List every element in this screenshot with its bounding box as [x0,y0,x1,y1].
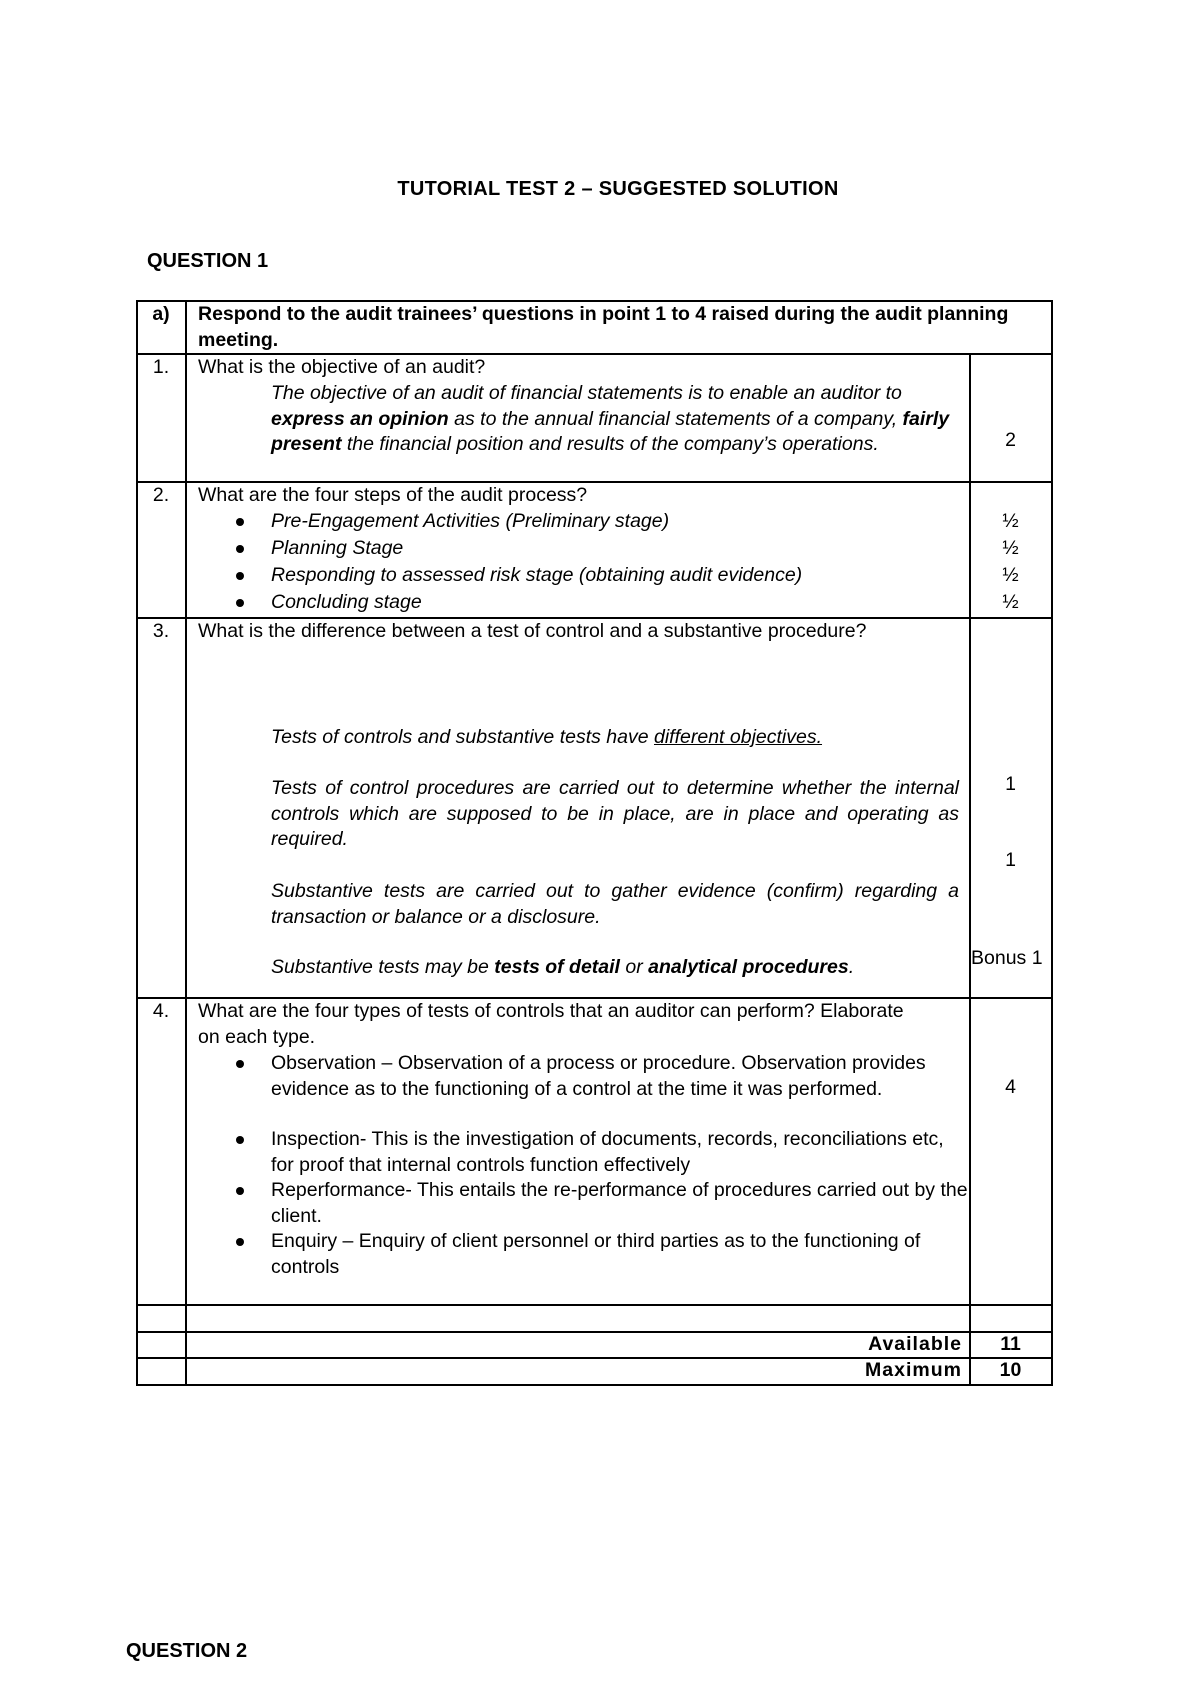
bullet-icon [236,1136,244,1144]
mark: 4 [1005,1076,1016,1098]
question-1-heading: QUESTION 1 [147,250,269,272]
bonus-mark: Bonus 1 [971,947,1043,969]
question-text: What is the difference between a test of control and a substantive procedure? [198,620,867,642]
table-rule [136,300,138,1385]
question-2-heading: QUESTION 2 [126,1640,248,1662]
list-item: Reperformance- This entails the re-performance of procedures carried out by the client. [271,1179,968,1227]
answer-text: The objective of an audit of financial statements is to enable an auditor to express an opinion as to the annual financial statements of a company, fairly present the financial position and results of the company’s operations. [271,382,950,455]
table-rule [136,1304,1053,1306]
question-text: What are the four types of tests of controls that an auditor can perform? Elaborate on each type. [198,1000,904,1048]
maximum-label: Maximum [865,1359,962,1381]
part-label: a) [152,303,170,325]
row-number: 4. [152,1000,170,1022]
table-rule [1051,300,1053,1385]
question-text: What is the objective of an audit? [198,356,486,378]
available-label: Available [868,1333,962,1355]
row-number: 2. [152,484,170,506]
bullet-icon [236,599,244,607]
bullet-icon [236,572,244,580]
mark: ½ [1002,537,1019,559]
mark: ½ [1002,510,1019,532]
list-item: Planning Stage [271,537,404,559]
page-title: TUTORIAL TEST 2 – SUGGESTED SOLUTION [397,178,839,200]
list-item: Responding to assessed risk stage (obtaining audit evidence) [271,564,803,586]
list-item: Enquiry – Enquiry of client personnel or third parties as to the functioning of controls [271,1230,921,1278]
list-item: Observation – Observation of a process or procedure. Observation provides evidence as to the functioning of a control at the time it was performed. [271,1052,926,1100]
maximum-value: 10 [999,1359,1022,1381]
table-rule [136,1384,1053,1386]
answer-text: Substantive tests may be tests of detail or analytical procedures. [271,956,855,978]
mark: 1 [1005,849,1016,871]
available-value: 11 [1000,1333,1021,1355]
bullet-icon [236,518,244,526]
bullet-icon [236,545,244,553]
bullet-icon [236,1060,244,1068]
part-instruction: Respond to the audit trainees’ questions in point 1 to 4 raised during the audit planning meeting. [198,303,1009,351]
table-rule [185,300,187,1385]
row-number: 1. [152,356,170,378]
mark: ½ [1002,591,1019,613]
list-item: Concluding stage [271,591,422,613]
question-text: What are the four steps of the audit process? [198,484,588,506]
list-item: Pre-Engagement Activities (Preliminary stage) [271,510,670,532]
answer-text: Substantive tests are carried out to gather evidence (confirm) regarding a transaction or balance or a disclosure. [271,880,959,928]
mark: 2 [1005,429,1016,451]
answer-text: Tests of control procedures are carried out to determine whether the internal controls which are supposed to be in place, are in place and operating as required. [271,777,959,850]
mark: 1 [1005,773,1016,795]
row-number: 3. [152,620,170,642]
bullet-icon [236,1187,244,1195]
answer-text: Tests of controls and substantive tests have different objectives. [271,726,823,748]
list-item: Inspection- This is the investigation of documents, records, reconciliations etc, for proof that internal controls function effectively [271,1128,944,1176]
bullet-icon [236,1238,244,1246]
mark: ½ [1002,564,1019,586]
